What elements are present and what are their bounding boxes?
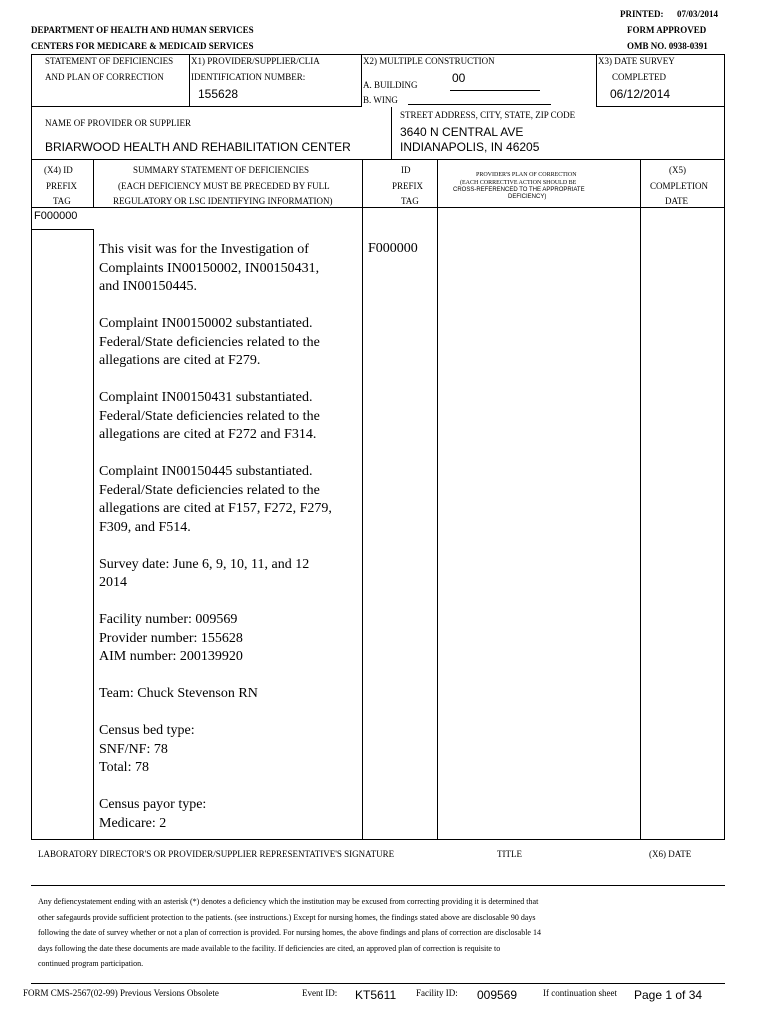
event-id-label: Event ID: [302,988,338,998]
plan-label-1: PROVIDER'S PLAN OF CORRECTION [476,172,577,178]
col-divider-prefix-body [93,229,94,840]
summary-statement [99,241,359,852]
statement-label-1: STATEMENT OF DEFICIENCIES [45,56,174,66]
row1-divider-1 [189,54,190,107]
address-label: STREET ADDRESS, CITY, STATE, ZIP CODE [400,110,576,120]
continuation-label: If continuation sheet [543,988,617,998]
printed-date: 07/03/2014 [677,9,719,19]
x1-label-1: X1) PROVIDER/SUPPLIER/CLIA [191,56,320,66]
summary-paragraph: Complaint IN00150445 substantiated. Federal/State deficiencies related to the allegations are cited at F157, F272, F279, F309, and F514. [99,464,332,535]
provider-name-value: BRIARWOOD HEALTH AND REHABILITATION CENTER [45,140,351,154]
id-label-1: ID [401,165,411,175]
summary-label-3: REGULATORY OR LSC IDENTIFYING INFORMATION) [113,196,333,206]
disclaimer [38,894,718,972]
x5-label-3: DATE [665,196,688,206]
row1-bottom-left [31,106,362,107]
disclaimer-line: following the date of survey whether or not a plan of correction is provided. For nursing homes, the above findings and plans of correction are disclosable 14 [38,928,541,937]
building-label: A. BUILDING [363,80,418,90]
signature-bottom-line [31,885,725,886]
survey-date-value: 06/12/2014 [610,87,671,101]
building-value: 00 [452,71,466,85]
col-header-bottom [31,207,725,208]
x5-label-2: COMPLETION [650,181,708,191]
summary-paragraph: Census payor type: Medicare: 2 [99,797,207,831]
plan-label-4: DEFICIENCY) [508,194,547,200]
prefix-tag: F000000 [34,210,78,222]
disclaimer-line: other safegaurds provide sufficient protection to the patients. (see instructions.) Except for nursing homes, the findings stated above are disclosable 90 days [38,912,536,922]
address-line-1: 3640 N CENTRAL AVE [400,125,524,139]
col-divider-summary [362,160,363,840]
x2-label: X2) MULTIPLE CONSTRUCTION [363,56,495,66]
wing-underline [408,104,551,105]
statement-label-2: AND PLAN OF CORRECTION [45,72,164,82]
department-title: DEPARTMENT OF HEALTH AND HUMAN SERVICES [31,25,254,35]
wing-label: B. WING [363,95,398,105]
x4-label-3: TAG [53,196,71,206]
centers-title: CENTERS FOR MEDICARE & MEDICAID SERVICES [31,41,254,51]
summary-paragraph: Facility number: 009569 Provider number: 155628 AIM number: 200139920 [99,612,243,664]
footer-top-line [31,983,725,984]
facility-id-value: 009569 [477,988,518,1002]
row1-divider-3 [596,54,597,107]
summary-paragraph: Team: Chuck Stevenson RN [99,686,258,701]
frame-top [31,54,725,55]
x6-date-label: (X6) DATE [649,849,692,859]
summary-paragraph: This visit was for the Investigation of Complaints IN00150002, IN00150431, and IN00150445. [99,242,320,294]
row1-bottom-right [596,106,725,107]
disclaimer-line: Any defiencystatement ending with an asterisk (*) denotes a deficiency which the institution may be excused from correcting providing it is determined that [38,897,539,906]
printed-label: PRINTED: [620,9,664,19]
frame-right [724,54,725,840]
summary-paragraph: Complaint IN00150002 substantiated. Federal/State deficiencies related to the allegations are cited at F279. [99,316,320,368]
row2-divider [391,107,392,159]
disclaimer-line: days following the date these documents are made available to the facility. If deficiencies are cited, an approved plan of correction is requisite to [38,943,501,953]
title-label: TITLE [497,849,522,859]
col-divider-prefix-header [93,160,94,208]
summary-label-2: (EACH DEFICIENCY MUST BE PRECEDED BY FULL [118,181,330,191]
x1-label-2: IDENTIFICATION NUMBER: [191,72,306,82]
address-line-2: INDIANAPOLIS, IN 46205 [400,140,540,154]
summary-paragraph: Census bed type: SNF/NF: 78 Total: 78 [99,723,195,775]
plan-label-2: (EACH CORRECTIVE ACTION SHOULD BE [460,180,577,186]
form-number: FORM CMS-2567(02-99) Previous Versions Obsolete [23,988,219,998]
summary-label-1: SUMMARY STATEMENT OF DEFICIENCIES [133,165,310,175]
facility-id-label: Facility ID: [416,988,458,998]
x4-label-1: (X4) ID [44,165,73,175]
form-approved: FORM APPROVED [627,25,707,35]
provider-name-label: NAME OF PROVIDER OR SUPPLIER [45,118,192,128]
col-divider-plan [640,160,641,840]
frame-left [31,54,32,840]
signature-label: LABORATORY DIRECTOR'S OR PROVIDER/SUPPLIER REPRESENTATIVE'S SIGNATURE [38,849,395,859]
id-tag: F000000 [368,241,418,256]
page-number: Page 1 of 34 [634,988,703,1002]
col-divider-id [437,160,438,840]
x3-label-2: COMPLETED [612,72,666,82]
plan-label-3: CROSS-REFERENCED TO THE APPROPRIATE [453,187,585,193]
id-label-2: PREFIX [392,181,424,191]
x4-label-2: PREFIX [46,181,78,191]
omb-number: OMB NO. 0938-0391 [627,41,708,51]
disclaimer-line: continued program participation. [38,959,144,968]
provider-id-value: 155628 [198,87,239,101]
event-id-value: KT5611 [355,988,397,1002]
prefix-cell-bottom [31,229,94,230]
x3-label-1: X3) DATE SURVEY [598,56,675,66]
id-label-3: TAG [401,196,419,206]
row1-divider-2 [361,54,362,107]
x5-label-1: (X5) [669,165,686,175]
summary-paragraph: Survey date: June 6, 9, 10, 11, and 12 2014 [99,556,310,590]
building-underline [450,90,540,91]
summary-paragraph: Complaint IN00150431 substantiated. Federal/State deficiencies related to the allegations are cited at F272 and F314. [99,390,320,442]
row2-bottom [31,159,725,160]
